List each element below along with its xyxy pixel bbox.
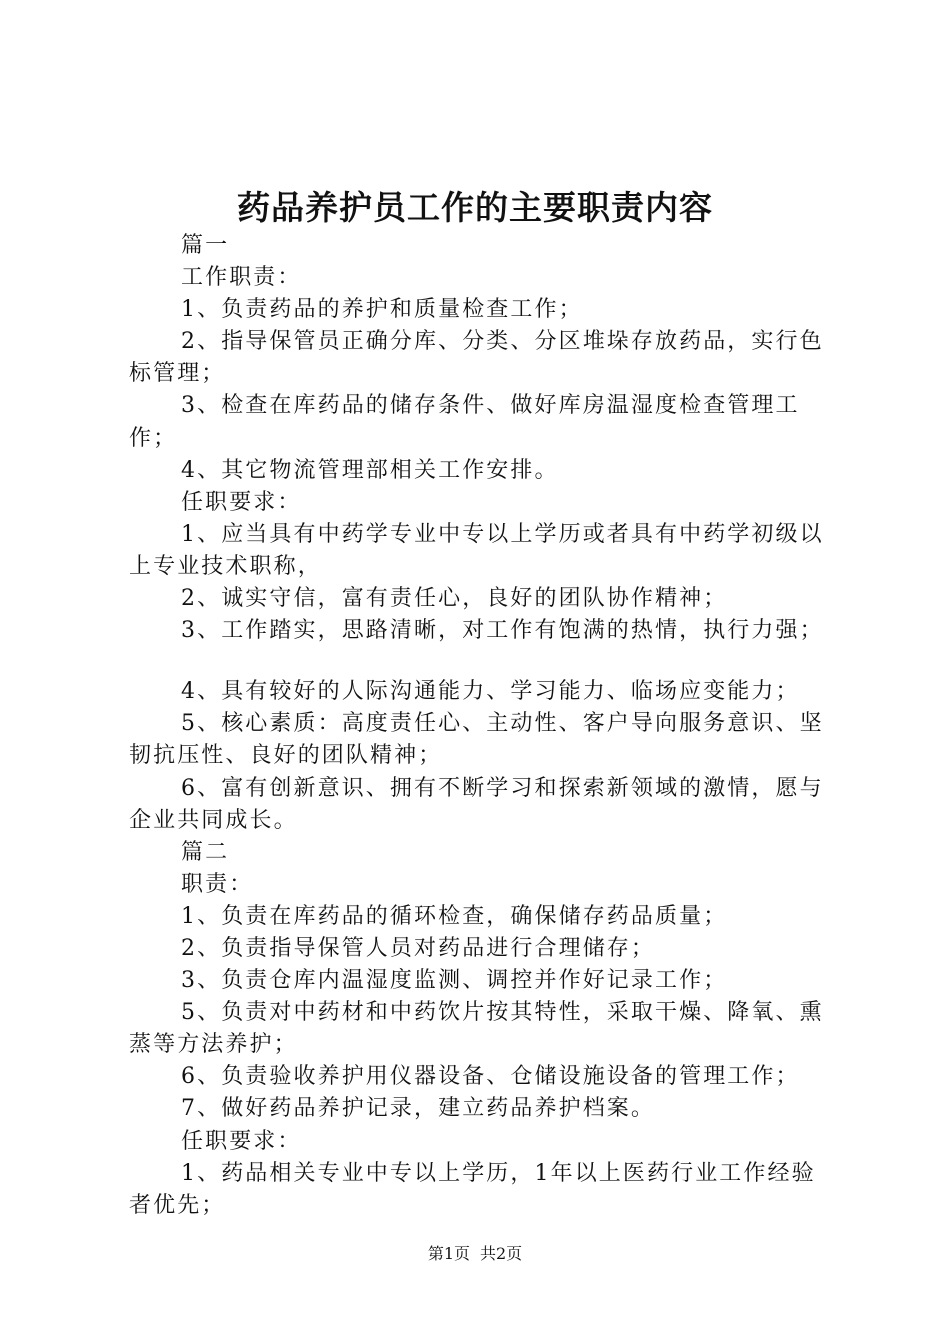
- paragraph: 1、负责在库药品的循环检查，确保储存药品质量；: [181, 903, 728, 929]
- paragraph: 2、负责指导保管人员对药品进行合理储存；: [181, 935, 655, 961]
- paragraph: 5、负责对中药材和中药饮片按其特性，采取干燥、降氧、熏蒸等方法养护；: [129, 1000, 824, 1058]
- paragraph: 4、具有较好的人际沟通能力、学习能力、临场应变能力；: [181, 679, 800, 705]
- paragraph: 5、核心素质：高度责任心、主动性、客户导向服务意识、坚韧抗压性、良好的团队精神；: [129, 711, 824, 769]
- subheading-duties: 工作职责：: [181, 265, 302, 291]
- paragraph: 1、应当具有中药学专业中专以上学历或者具有中药学初级以上专业技术职称，: [129, 521, 824, 579]
- page-total: 共2页: [480, 1244, 523, 1263]
- page-footer: [0, 1243, 950, 1265]
- subheading-requirements: 任职要求：: [181, 489, 302, 515]
- document-body: [129, 230, 834, 1222]
- paragraph: 3、检查在库药品的储存条件、做好库房温湿度检查管理工作；: [129, 393, 800, 451]
- paragraph: 2、指导保管员正确分库、分类、分区堆垛存放药品，实行色标管理；: [129, 329, 824, 387]
- paragraph: 3、负责仓库内温湿度监测、调控并作好记录工作；: [181, 968, 728, 994]
- paragraph: 1、负责药品的养护和质量检查工作；: [181, 297, 583, 323]
- section-heading-2: 篇二: [181, 839, 230, 865]
- page-number: 第1页: [427, 1244, 470, 1263]
- paragraph: 6、富有创新意识、拥有不断学习和探索新领域的激情，愿与企业共同成长。: [129, 775, 824, 833]
- paragraph: 6、负责验收养护用仪器设备、仓储设施设备的管理工作；: [181, 1064, 800, 1090]
- paragraph: 4、其它物流管理部相关工作安排。: [181, 457, 559, 483]
- document-title: 药品养护员工作的主要职责内容: [237, 188, 713, 227]
- subheading-duties: 职责：: [181, 871, 254, 897]
- blank-line: [129, 647, 834, 676]
- paragraph: 1、药品相关专业中专以上学历，1年以上医药行业工作经验者优先；: [129, 1160, 816, 1218]
- paragraph: 7、做好药品养护记录，建立药品养护档案。: [181, 1096, 655, 1122]
- subheading-requirements: 任职要求：: [181, 1128, 302, 1154]
- paragraph: 2、诚实守信，富有责任心，良好的团队协作精神；: [181, 586, 728, 612]
- section-heading-1: 篇一: [181, 233, 230, 258]
- paragraph: 3、工作踏实，思路清晰，对工作有饱满的热情，执行力强；: [181, 618, 824, 644]
